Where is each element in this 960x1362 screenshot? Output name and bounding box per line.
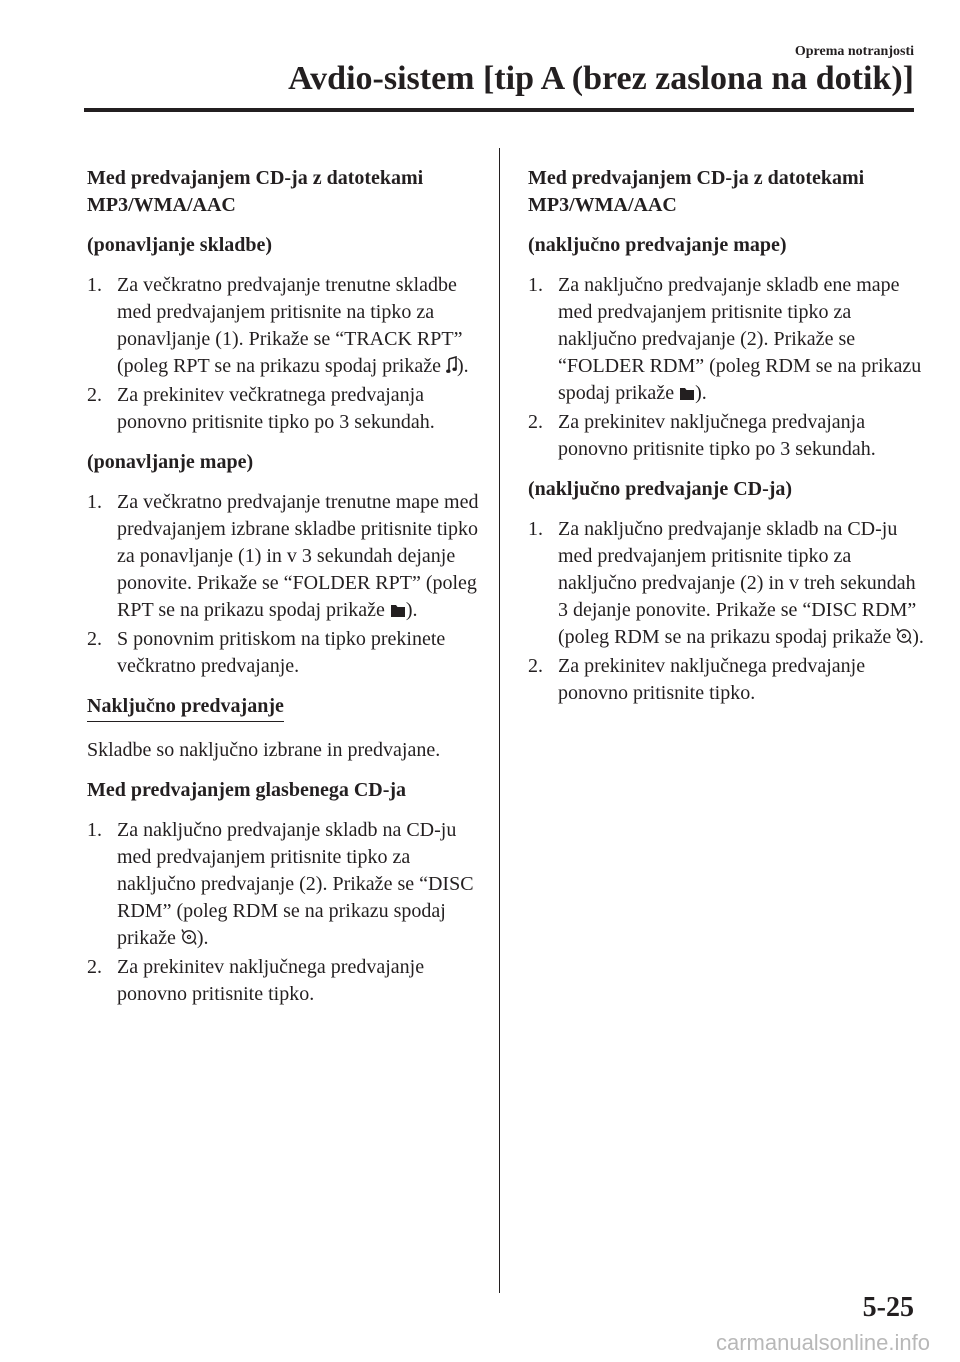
step-text: Za večkratno predvajanje trenutne mape med predvajanjem izbrane skladbe pritisnite tipko za ponavljanje (1) in v 3 sekundah dejanje ponovite. Prikaže se “FOLDER RPT” (poleg RPT se na prikazu spodaj prikaže (117, 491, 479, 621)
music-note-icon (446, 355, 457, 382)
list-item (87, 817, 482, 954)
steps-folder-repeat (87, 489, 482, 680)
header-rule (84, 108, 914, 112)
step-number: 1. (528, 518, 543, 540)
steps-music-cd (87, 817, 482, 1008)
section-label: Oprema notranjosti (794, 44, 914, 59)
page-number: 5-25 (862, 1292, 914, 1323)
step-text-end: ). (912, 626, 924, 648)
list-item (87, 382, 482, 436)
subtitle-folder-random: (naključno predvajanje mape) (528, 234, 787, 256)
step-number: 2. (528, 411, 543, 433)
subtitle-music-cd: Med predvajanjem glasbenega CD-ja (87, 779, 407, 801)
column-divider (499, 148, 500, 1293)
random-intro: Skladbe so naključno izbrane in predvajane. (87, 739, 441, 761)
step-text: Za naključno predvajanje skladb ene mape med predvajanjem pritisnite tipko za naključno predvajanje (2). Prikaže se “FOLDER RDM” (poleg RDM se na prikazu spodaj prikaže (558, 274, 922, 404)
disc-icon (181, 927, 197, 954)
step-number: 2. (528, 655, 543, 677)
folder-icon (390, 599, 406, 626)
step-number: 1. (528, 274, 543, 296)
step-text-end: ). (456, 355, 469, 377)
list-item (528, 516, 928, 653)
step-number: 2. (87, 956, 102, 978)
right-column (528, 165, 928, 720)
step-text: Za naključno predvajanje skladb na CD-ju med predvajanjem pritisnite tipko za naključno predvajanje (2) in v treh sekundah 3 dejanje ponovite. Prikaže se “DISC RDM” (poleg RDM se na prikazu spodaj prikaže (558, 518, 917, 648)
list-item (87, 489, 482, 626)
block-title-mp3-random: Med predvajanjem CD-ja z datotekami MP3/WMA/AAC (528, 167, 865, 216)
left-column (87, 165, 482, 1021)
step-number: 1. (87, 274, 102, 296)
step-text: Za večkratno predvajanje trenutne skladbe med predvajanjem pritisnite na tipko za ponavljanje (1). Prikaže se “TRACK RPT” (poleg RPT se na prikazu spodaj prikaže (117, 274, 463, 377)
list-item (528, 409, 928, 463)
steps-folder-random (528, 272, 928, 463)
step-text-end: ). (695, 382, 707, 404)
block-title-mp3: Med predvajanjem CD-ja z datotekami MP3/WMA/AAC (87, 167, 424, 216)
list-item (87, 954, 482, 1008)
step-number: 1. (87, 819, 102, 841)
step-text: Za prekinitev naključnega predvajanje ponovno pritisnite tipko. (117, 956, 425, 1005)
step-number: 2. (87, 384, 102, 406)
steps-track-repeat (87, 272, 482, 436)
step-text-end: ). (405, 599, 418, 621)
subtitle-track-repeat: (ponavljanje skladbe) (87, 234, 273, 256)
list-item (87, 626, 482, 680)
step-text: S ponovnim pritiskom na tipko prekinete večkratno predvajanje. (117, 628, 446, 677)
disc-icon (896, 626, 912, 653)
list-item (528, 272, 928, 409)
step-number: 1. (87, 491, 102, 513)
list-item (87, 272, 482, 382)
folder-icon (679, 382, 695, 409)
steps-cd-random (528, 516, 928, 707)
watermark: carmanualsonline.info (715, 1330, 930, 1355)
heading-random-play: Naključno predvajanje (87, 693, 284, 722)
step-text: Za prekinitev naključnega predvajanja ponovno pritisnite tipko po 3 sekundah. (558, 411, 876, 460)
step-text: Za prekinitev naključnega predvajanje ponovno pritisnite tipko. (558, 655, 866, 704)
list-item (528, 653, 928, 707)
page-title: Avdio-sistem [tip A (brez zaslona na dotik)] (288, 60, 914, 97)
step-number: 2. (87, 628, 102, 650)
subtitle-cd-random: (naključno predvajanje CD-ja) (528, 478, 793, 500)
step-text-end: ). (196, 927, 209, 949)
step-text: Za naključno predvajanje skladb na CD-ju med predvajanjem pritisnite tipko za naključno predvajanje (2). Prikaže se “DISC RDM” (poleg RDM se na prikazu spodaj prikaže (117, 819, 474, 949)
subtitle-folder-repeat: (ponavljanje mape) (87, 451, 254, 473)
step-text: Za prekinitev večkratnega predvajanja ponovno pritisnite tipko po 3 sekundah. (117, 384, 435, 433)
